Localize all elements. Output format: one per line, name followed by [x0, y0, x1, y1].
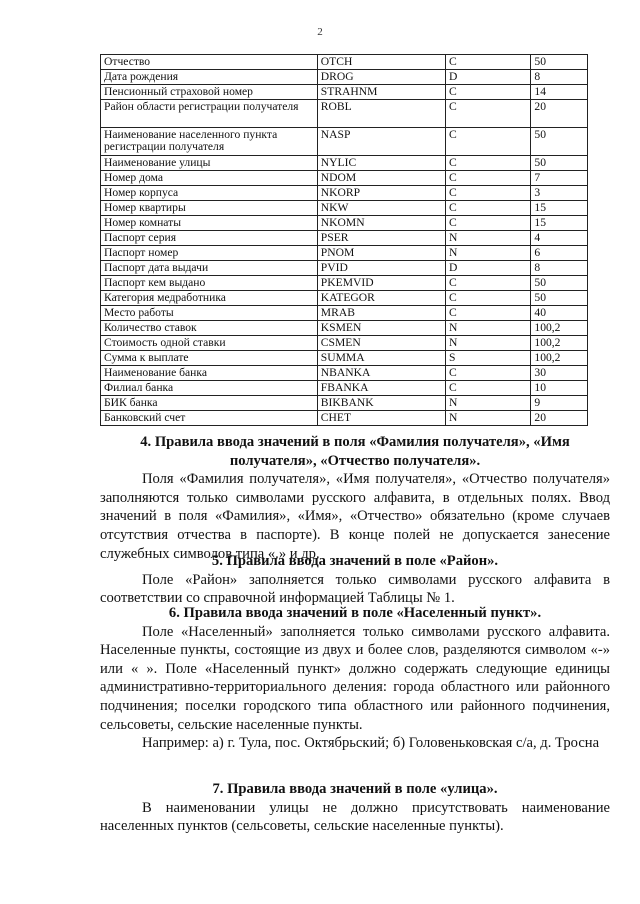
field-type-cell: C: [445, 306, 530, 321]
field-length-cell: 40: [531, 306, 588, 321]
field-code-cell: NKOMN: [317, 216, 445, 231]
field-name-cell: Паспорт дата выдачи: [101, 261, 318, 276]
field-name-cell: Наименование банка: [101, 366, 318, 381]
table-row: [101, 231, 588, 246]
table-row: [101, 336, 588, 351]
field-length-cell: 10: [531, 381, 588, 396]
field-type-cell: C: [445, 156, 530, 171]
field-code-cell: PNOM: [317, 246, 445, 261]
fields-table-body: [101, 55, 588, 426]
field-name-cell: Номер дома: [101, 171, 318, 186]
field-length-cell: 9: [531, 396, 588, 411]
section-5-text: Поле «Район» заполняется только символами русского алфавита в соответствии со справочной информацией Таблицы № 1.: [100, 571, 610, 607]
field-name-cell: Номер квартиры: [101, 201, 318, 216]
field-name-cell: Место работы: [101, 306, 318, 321]
field-type-cell: C: [445, 100, 530, 128]
field-length-cell: 100,2: [531, 351, 588, 366]
field-name-cell: Район области регистрации получателя: [101, 100, 318, 128]
table-row: [101, 366, 588, 381]
table-row: [101, 201, 588, 216]
field-type-cell: D: [445, 261, 530, 276]
field-name-cell: Паспорт серия: [101, 231, 318, 246]
field-code-cell: MRAB: [317, 306, 445, 321]
field-code-cell: SUMMA: [317, 351, 445, 366]
field-code-cell: DROG: [317, 70, 445, 85]
section-7: [100, 780, 610, 836]
field-type-cell: C: [445, 186, 530, 201]
field-name-cell: Номер корпуса: [101, 186, 318, 201]
table-row: [101, 276, 588, 291]
field-length-cell: 50: [531, 291, 588, 306]
field-code-cell: CHET: [317, 411, 445, 426]
field-code-cell: PVID: [317, 261, 445, 276]
table-row: [101, 291, 588, 306]
section-6-text: Поле «Населенный» заполняется только символами русского алфавита. Населенные пункты, состоящие из двух и более слов, разделяются символом «-» или « ». Поле «Населенный пункт» должно содержать следующие единицы административно-территориального деления: города областного или районного подчинения; поселки городского типа областного или районного подчинения, сельсоветы, сельские населенные пункты.: [100, 623, 610, 733]
section-5: [100, 552, 610, 608]
field-length-cell: 50: [531, 276, 588, 291]
field-type-cell: C: [445, 216, 530, 231]
field-name-cell: Количество ставок: [101, 321, 318, 336]
field-code-cell: NYLIC: [317, 156, 445, 171]
field-name-cell: Отчество: [101, 55, 318, 70]
field-name-cell: Дата рождения: [101, 70, 318, 85]
field-name-cell: Банковский счет: [101, 411, 318, 426]
field-length-cell: 30: [531, 366, 588, 381]
table-row: [101, 321, 588, 336]
table-row: [101, 70, 588, 85]
field-code-cell: NBANKA: [317, 366, 445, 381]
field-code-cell: NKW: [317, 201, 445, 216]
field-code-cell: NASP: [317, 128, 445, 156]
section-6-example: Например: а) г. Тула, пос. Октябрьский; б) Головеньковская с/а, д. Тросна: [142, 735, 600, 752]
table-row: [101, 351, 588, 366]
field-length-cell: 50: [531, 128, 588, 156]
field-type-cell: S: [445, 351, 530, 366]
field-type-cell: C: [445, 366, 530, 381]
field-name-cell: Стоимость одной ставки: [101, 336, 318, 351]
table-row: [101, 381, 588, 396]
section-7-heading: 7. Правила ввода значений в поле «улица».: [212, 781, 498, 797]
field-code-cell: PSER: [317, 231, 445, 246]
field-name-cell: Наименование населенного пункта регистрации получателя: [101, 128, 318, 156]
field-length-cell: 8: [531, 261, 588, 276]
field-name-cell: Паспорт номер: [101, 246, 318, 261]
table-row: [101, 306, 588, 321]
section-4-heading: 4. Правила ввода значений в поля «Фамилия получателя», «Имя получателя», «Отчество получателя».: [140, 434, 570, 469]
field-type-cell: C: [445, 276, 530, 291]
table-row: [101, 396, 588, 411]
section-4: [100, 433, 610, 563]
table-row: [101, 100, 588, 128]
field-type-cell: N: [445, 396, 530, 411]
field-name-cell: Пенсионный страховой номер: [101, 85, 318, 100]
table-row: [101, 216, 588, 231]
field-length-cell: 15: [531, 216, 588, 231]
field-length-cell: 100,2: [531, 321, 588, 336]
field-type-cell: C: [445, 291, 530, 306]
field-name-cell: Паспорт кем выдано: [101, 276, 318, 291]
field-length-cell: 100,2: [531, 336, 588, 351]
section-6-heading: 6. Правила ввода значений в поле «Населенный пункт».: [168, 605, 542, 621]
table-row: [101, 411, 588, 426]
field-length-cell: 3: [531, 186, 588, 201]
field-type-cell: N: [445, 246, 530, 261]
field-code-cell: BIKBANK: [317, 396, 445, 411]
field-type-cell: C: [445, 381, 530, 396]
field-length-cell: 4: [531, 231, 588, 246]
field-type-cell: C: [445, 171, 530, 186]
field-code-cell: FBANKA: [317, 381, 445, 396]
table-row: [101, 171, 588, 186]
field-name-cell: БИК банка: [101, 396, 318, 411]
fields-table: [100, 54, 588, 426]
field-name-cell: Категория медработника: [101, 291, 318, 306]
page-number: 2: [317, 26, 323, 38]
field-type-cell: N: [445, 231, 530, 246]
section-6: [100, 604, 610, 753]
field-length-cell: 14: [531, 85, 588, 100]
field-length-cell: 7: [531, 171, 588, 186]
table-row: [101, 85, 588, 100]
field-type-cell: C: [445, 85, 530, 100]
field-type-cell: C: [445, 55, 530, 70]
field-length-cell: 20: [531, 411, 588, 426]
field-type-cell: N: [445, 411, 530, 426]
field-length-cell: 20: [531, 100, 588, 128]
field-code-cell: NDOM: [317, 171, 445, 186]
field-name-cell: Номер комнаты: [101, 216, 318, 231]
table-row: [101, 186, 588, 201]
table-row: [101, 261, 588, 276]
field-name-cell: Филиал банка: [101, 381, 318, 396]
field-code-cell: ROBL: [317, 100, 445, 128]
field-code-cell: STRAHNM: [317, 85, 445, 100]
field-name-cell: Наименование улицы: [101, 156, 318, 171]
field-name-cell: Сумма к выплате: [101, 351, 318, 366]
table-row: [101, 246, 588, 261]
section-5-heading: 5. Правила ввода значений в поле «Район».: [211, 553, 499, 569]
field-type-cell: C: [445, 128, 530, 156]
field-code-cell: KSMEN: [317, 321, 445, 336]
field-type-cell: D: [445, 70, 530, 85]
field-code-cell: NKORP: [317, 186, 445, 201]
field-code-cell: OTCH: [317, 55, 445, 70]
field-code-cell: PKEMVID: [317, 276, 445, 291]
section-4-text: Поля «Фамилия получателя», «Имя получателя», «Отчество получателя» заполняются только символами русского алфавита, в отдельных полях. Ввод значений в поля «Фамилия», «Имя», «Отчество» обязательно (кроме случаев отсутствия отчества в паспорте). В конце полей не допускается занесение служебных символов типа «.» и др.: [100, 471, 610, 562]
field-length-cell: 50: [531, 55, 588, 70]
table-row: [101, 156, 588, 171]
field-length-cell: 15: [531, 201, 588, 216]
field-length-cell: 8: [531, 70, 588, 85]
field-code-cell: KATEGOR: [317, 291, 445, 306]
field-length-cell: 6: [531, 246, 588, 261]
table-row: [101, 55, 588, 70]
field-length-cell: 50: [531, 156, 588, 171]
table-row: [101, 128, 588, 156]
section-7-text: В наименовании улицы не должно присутствовать наименование населенных пунктов (сельсоветы, сельские населенные пункты).: [100, 799, 610, 835]
field-type-cell: N: [445, 336, 530, 351]
field-type-cell: C: [445, 201, 530, 216]
field-code-cell: CSMEN: [317, 336, 445, 351]
field-type-cell: N: [445, 321, 530, 336]
